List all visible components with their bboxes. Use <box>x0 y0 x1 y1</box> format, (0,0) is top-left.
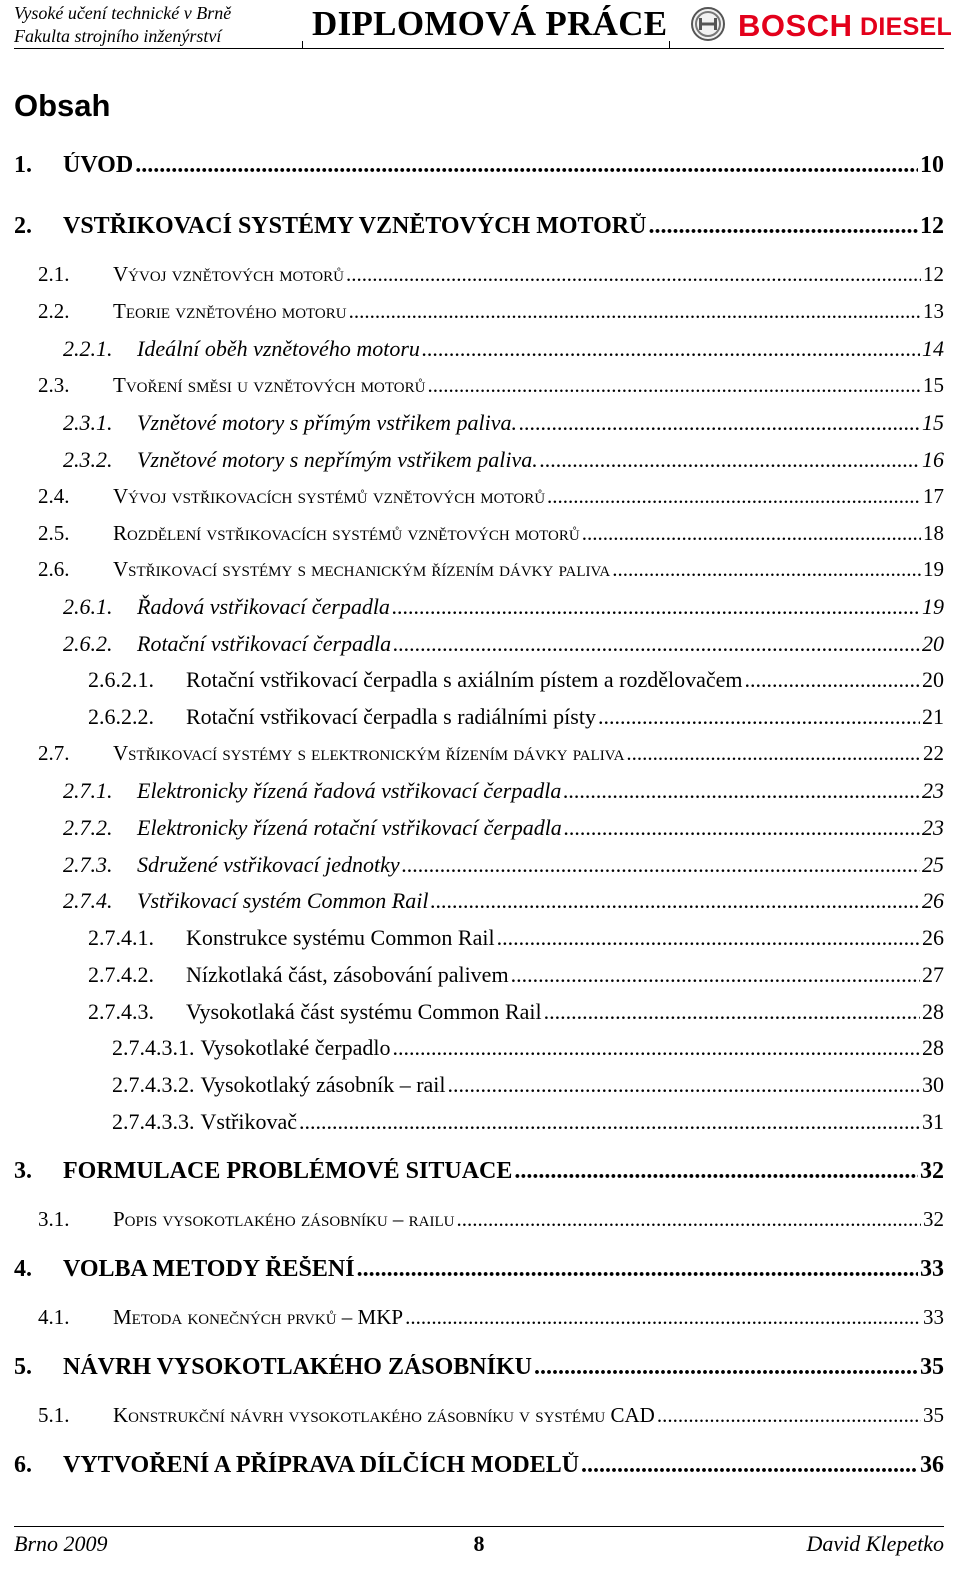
toc-entry-page: 17 <box>923 484 944 508</box>
toc-dot-leader <box>497 925 920 951</box>
toc-dot-leader <box>626 741 921 766</box>
toc-entry-page: 20 <box>922 667 944 692</box>
toc-entry-page: 12 <box>920 213 944 239</box>
toc-entry[interactable] <box>63 631 944 663</box>
toc-entry-title: ÚVOD <box>63 152 134 178</box>
toc-entry-number: 2.7.4.3.3. <box>112 1109 195 1134</box>
toc-entry[interactable] <box>88 925 944 957</box>
toc-entry[interactable] <box>38 1207 944 1239</box>
toc-entry-page: 36 <box>920 1452 944 1478</box>
page-title: Obsah <box>14 88 111 123</box>
toc-entry-page: 32 <box>920 1158 944 1184</box>
toc-entry-number: 4. <box>14 1256 32 1282</box>
toc-entry-page: 10 <box>920 152 944 178</box>
toc-entry[interactable] <box>38 521 944 553</box>
toc-entry[interactable] <box>38 557 944 589</box>
toc-entry-number: 2.7.2. <box>63 815 113 840</box>
toc-entry-number: 2.3. <box>38 373 70 397</box>
toc-dot-leader <box>346 262 921 287</box>
toc-entry-number: 2.1. <box>38 262 70 286</box>
toc-dot-leader <box>544 999 920 1025</box>
toc-entry-title: Rotační vstřikovací čerpadla <box>137 631 392 656</box>
university-name: Vysoké učení technické v Brně <box>14 3 232 23</box>
toc-entry-number: 2.5. <box>38 521 70 545</box>
footer-place-year: Brno 2009 <box>14 1531 108 1556</box>
toc-entry[interactable] <box>112 1035 944 1067</box>
toc-entry-title: Sdružené vstřikovací jednotky <box>137 852 400 877</box>
toc-entry-title: Vstřikovací systémy s mechanickým řízením dávky paliva <box>113 557 611 581</box>
toc-entry[interactable] <box>88 667 944 699</box>
bosch-logotype: BOSCH <box>738 8 853 43</box>
toc-entry-title: Vysokotlaká část systému Common Rail <box>186 999 542 1024</box>
toc-entry-page: 35 <box>920 1354 944 1380</box>
institution-block <box>14 2 290 48</box>
toc-entry-page: 18 <box>923 521 944 545</box>
toc-entry[interactable] <box>63 852 944 884</box>
toc-entry-page: 19 <box>923 557 944 581</box>
toc-entry[interactable] <box>38 373 944 405</box>
toc-dot-leader <box>547 484 921 509</box>
toc-dot-leader <box>540 447 920 473</box>
toc-entry-number: 2.6.2.1. <box>88 667 154 692</box>
toc-dot-leader <box>427 373 921 398</box>
toc-entry-title: Vysokotlaké čerpadlo <box>200 1035 391 1060</box>
page-number: 8 <box>473 1531 485 1556</box>
toc-entry-title: Teorie vznětového motoru <box>113 299 347 323</box>
toc-dot-leader <box>405 1305 921 1330</box>
toc-entry[interactable] <box>38 262 944 294</box>
toc-dot-leader <box>514 1158 918 1185</box>
faculty-name: Fakulta strojního inženýrství <box>14 26 222 46</box>
toc-entry-number: 2.7.3. <box>63 852 113 877</box>
toc-dot-leader <box>349 299 921 324</box>
toc-entry[interactable] <box>38 1403 944 1435</box>
toc-entry-number: 2.7.4.3.2. <box>112 1072 195 1097</box>
toc-dot-leader <box>299 1109 920 1135</box>
header-rule <box>14 48 944 49</box>
toc-entry-page: 13 <box>923 299 944 323</box>
toc-entry[interactable] <box>14 152 944 184</box>
toc-dot-leader <box>581 1452 918 1479</box>
toc-entry-number: 2.7.4. <box>63 888 113 913</box>
footer-author: David Klepetko <box>806 1531 944 1556</box>
toc-entry-number: 2.7.4.3. <box>88 999 154 1024</box>
toc-dot-leader <box>564 815 920 841</box>
toc-entry[interactable] <box>14 1158 944 1190</box>
toc-dot-leader <box>448 1072 920 1098</box>
toc-entry-title: Vstřikovač <box>200 1109 298 1134</box>
toc-entry-page: 15 <box>922 410 944 435</box>
toc-entry[interactable] <box>63 888 944 920</box>
toc-entry-number: 2.7.4.1. <box>88 925 154 950</box>
toc-entry[interactable] <box>63 336 944 368</box>
toc-dot-leader <box>511 962 920 988</box>
toc-entry-number: 2.7.1. <box>63 778 113 803</box>
toc-entry-number: 2. <box>14 213 32 239</box>
toc-entry-page: 23 <box>922 778 944 803</box>
toc-entry-number: 1. <box>14 152 32 178</box>
toc-entry-title: Nízkotlaká část, zásobování palivem <box>186 962 509 987</box>
toc-entry-title: Řadová vstřikovací čerpadla <box>137 594 390 619</box>
toc-entry-page: 33 <box>920 1256 944 1282</box>
toc-entry-page: 26 <box>922 925 944 950</box>
footer-rule <box>14 1526 944 1527</box>
toc-dot-leader <box>357 1256 918 1283</box>
toc-entry-title: VYTVOŘENÍ A PŘÍPRAVA DÍLČÍCH MODELŮ <box>63 1452 580 1478</box>
toc-entry-page: 28 <box>922 1035 944 1060</box>
toc-entry[interactable] <box>38 299 944 331</box>
document-type-title: DIPLOMOVÁ PRÁCE <box>312 4 668 43</box>
toc-entry-title: Vznětové motory s přímým vstřikem paliva. <box>137 410 518 435</box>
toc-entry-title: Vznětové motory s nepřímým vstřikem paliva. <box>137 447 538 472</box>
toc-entry-number: 5. <box>14 1354 32 1380</box>
toc-dot-leader <box>430 888 920 914</box>
toc-dot-leader <box>745 667 920 693</box>
toc-entry[interactable] <box>38 741 944 773</box>
toc-entry-page: 28 <box>922 999 944 1024</box>
toc-entry-page: 21 <box>922 704 944 729</box>
toc-entry-number: 5.1. <box>38 1403 70 1427</box>
toc-entry[interactable] <box>63 778 944 810</box>
toc-entry-page: 23 <box>922 815 944 840</box>
toc-dot-leader <box>519 410 920 436</box>
toc-entry-number: 2.3.1. <box>63 410 113 435</box>
toc-entry-title: Vysokotlaký zásobník – rail <box>200 1072 446 1097</box>
toc-entry-title: Rozdělení vstřikovacích systémů vznětových motorů <box>113 521 580 545</box>
toc-dot-leader <box>657 1403 921 1428</box>
toc-entry[interactable] <box>63 594 944 626</box>
toc-entry-page: 20 <box>922 631 944 656</box>
bosch-diesel-logo <box>674 4 953 44</box>
toc-entry-page: 31 <box>922 1109 944 1134</box>
toc-entry-title: FORMULACE PROBLÉMOVÉ SITUACE <box>63 1158 513 1184</box>
toc-entry-page: 16 <box>922 447 944 472</box>
toc-entry[interactable] <box>14 1256 944 1288</box>
diesel-logotype: DIESEL <box>860 13 953 41</box>
toc-entry-page: 14 <box>922 336 944 361</box>
toc-entry-title: Rotační vstřikovací čerpadla s axiálním pístem a rozdělovačem <box>186 667 743 692</box>
toc-entry-number: 2.7.4.3.1. <box>112 1035 195 1060</box>
toc-entry-number: 2.6. <box>38 557 70 581</box>
toc-entry-title: Metoda konečných prvků – MKP <box>113 1305 404 1329</box>
toc-entry-page: 22 <box>923 741 944 765</box>
page-footer <box>14 1526 944 1566</box>
toc-dot-leader <box>402 852 920 878</box>
page-header <box>14 0 953 50</box>
toc-dot-leader <box>457 1207 921 1232</box>
toc-entry-title: NÁVRH VYSOKOTLAKÉHO ZÁSOBNÍKU <box>63 1354 532 1380</box>
toc-entry-title: Konstrukční návrh vysokotlakého zásobníku v systému CAD <box>113 1403 655 1427</box>
toc-entry-title: Tvoření směsi u vznětových motorů <box>113 373 426 397</box>
toc-entry-title: Ideální oběh vznětového motoru <box>137 336 420 361</box>
toc-entry-title: Vstřikovací systémy s elektronickým řízením dávky paliva <box>113 741 625 765</box>
toc-dot-leader <box>135 152 918 179</box>
toc-entry-number: 2.7. <box>38 741 70 765</box>
toc-entry-title: VOLBA METODY ŘEŠENÍ <box>63 1256 355 1282</box>
toc-dot-leader <box>648 213 918 240</box>
toc-entry-title: Vstřikovací systém Common Rail <box>137 888 429 913</box>
toc-entry-number: 6. <box>14 1452 32 1478</box>
toc-entry-number: 3.1. <box>38 1207 70 1231</box>
toc-entry-number: 2.2. <box>38 299 70 323</box>
toc-entry[interactable] <box>112 1109 944 1141</box>
toc-entry-title: Elektronicky řízená řadová vstřikovací čerpadla <box>137 778 562 803</box>
toc-entry[interactable] <box>63 815 944 847</box>
toc-entry-number: 2.6.2. <box>63 631 113 656</box>
toc-entry-page: 19 <box>922 594 944 619</box>
toc-entry-number: 4.1. <box>38 1305 70 1329</box>
toc-entry[interactable] <box>88 962 944 994</box>
toc-dot-leader <box>582 521 921 546</box>
toc-dot-leader <box>393 1035 921 1061</box>
toc-entry-title: Vývoj vstřikovacích systémů vznětových motorů <box>113 484 546 508</box>
toc-dot-leader <box>598 704 920 730</box>
toc-entry-number: 2.6.2.2. <box>88 704 154 729</box>
toc-entry-title: Rotační vstřikovací čerpadla s radiálními písty <box>186 704 596 729</box>
toc-entry[interactable] <box>14 213 944 245</box>
toc-entry-page: 15 <box>923 373 944 397</box>
toc-entry[interactable] <box>88 704 944 736</box>
toc-entry[interactable] <box>14 1452 944 1484</box>
toc-entry-number: 2.3.2. <box>63 447 113 472</box>
toc-dot-leader <box>422 336 920 362</box>
toc-entry[interactable] <box>38 484 944 516</box>
toc-entry-number: 2.7.4.2. <box>88 962 154 987</box>
toc-dot-leader <box>393 631 920 657</box>
toc-entry[interactable] <box>14 1354 944 1386</box>
toc-entry-number: 2.2.1. <box>63 336 113 361</box>
toc-entry-title: Elektronicky řízená rotační vstřikovací čerpadla <box>137 815 562 840</box>
toc-entry[interactable] <box>63 410 944 442</box>
toc-entry-page: 35 <box>923 1403 944 1427</box>
header-separator <box>302 41 303 49</box>
toc-entry-number: 2.6.1. <box>63 594 113 619</box>
toc-entry[interactable] <box>112 1072 944 1104</box>
toc-dot-leader <box>612 557 921 582</box>
toc-dot-leader <box>563 778 920 804</box>
toc-entry[interactable] <box>63 447 944 479</box>
toc-dot-leader <box>392 594 920 620</box>
toc-entry-page: 26 <box>922 888 944 913</box>
toc-entry-number: 3. <box>14 1158 32 1184</box>
toc-entry-title: VSTŘIKOVACÍ SYSTÉMY VZNĚTOVÝCH MOTORŮ <box>63 213 647 239</box>
toc-entry-title: Popis vysokotlakého zásobníku – railu <box>113 1207 455 1231</box>
toc-entry-title: Konstrukce systému Common Rail <box>186 925 495 950</box>
toc-entry-title: Vývoj vznětových motorů <box>113 262 344 286</box>
toc-entry-page: 27 <box>922 962 944 987</box>
toc-entry-page: 12 <box>923 262 944 286</box>
bosch-armature-icon <box>690 6 726 42</box>
header-separator <box>669 41 670 49</box>
toc-dot-leader <box>534 1354 918 1381</box>
toc-entry-number: 2.4. <box>38 484 70 508</box>
toc-entry-page: 25 <box>922 852 944 877</box>
toc-entry-page: 33 <box>923 1305 944 1329</box>
toc-entry[interactable] <box>38 1305 944 1337</box>
toc-entry[interactable] <box>88 999 944 1031</box>
toc-entry-page: 30 <box>922 1072 944 1097</box>
toc-entry-page: 32 <box>923 1207 944 1231</box>
